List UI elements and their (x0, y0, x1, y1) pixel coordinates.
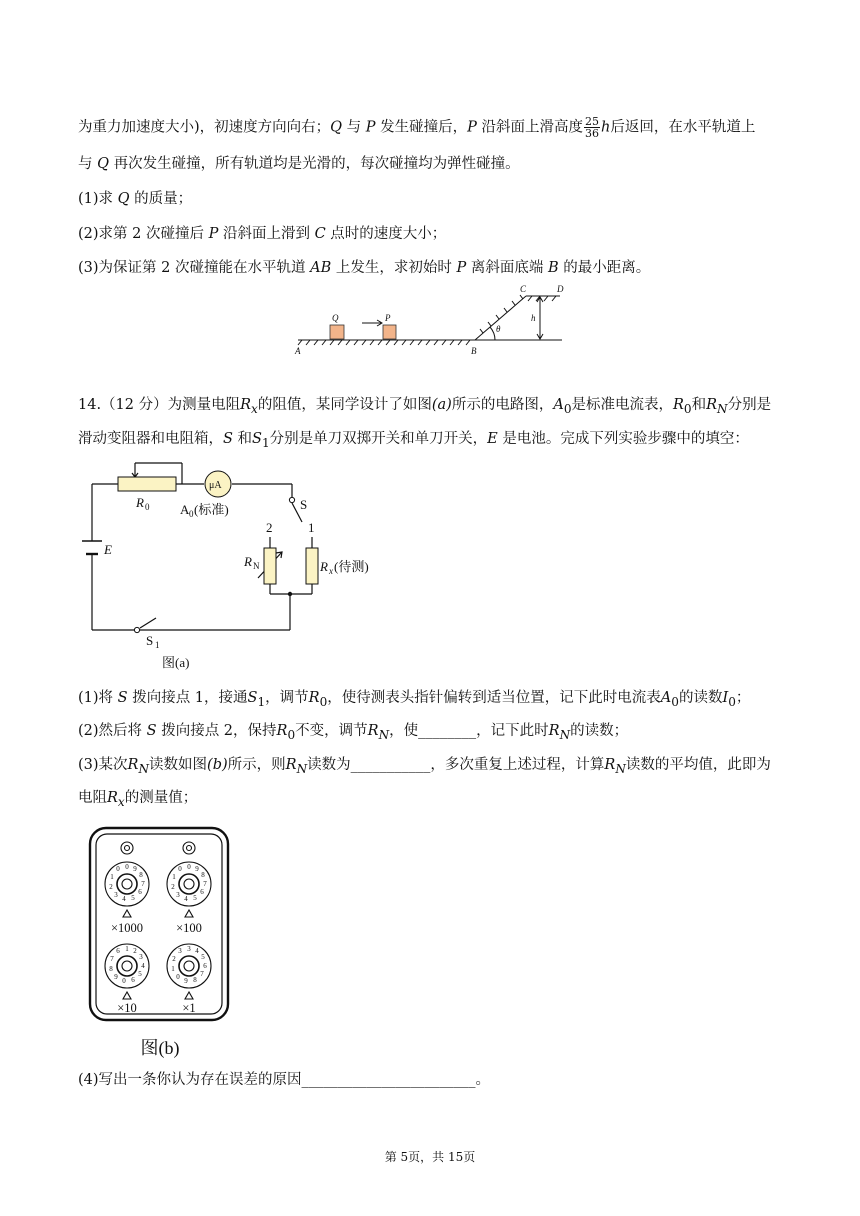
svg-text:4: 4 (184, 895, 188, 903)
var-p: P (456, 260, 467, 276)
text: 拨向接点 1，接通 (127, 690, 248, 706)
svg-text:9: 9 (133, 865, 137, 873)
sub: 1 (257, 694, 266, 709)
sub: N (296, 761, 308, 776)
svg-text:2: 2 (109, 883, 113, 891)
svg-text:4: 4 (141, 962, 145, 970)
sub: x (117, 794, 125, 809)
svg-text:9: 9 (114, 973, 118, 981)
caption-b: 图(b) (140, 1038, 180, 1058)
text: 和 (691, 397, 707, 413)
svg-text:5: 5 (201, 953, 205, 961)
text: ，调节 (265, 690, 309, 706)
label-x1: ×1 (182, 1001, 196, 1015)
fig-ref: (b) (207, 757, 228, 773)
text: 拨向接点 2，保持 (156, 723, 277, 739)
label-n1: 1 (308, 520, 315, 535)
label-rn-sub: N (253, 561, 260, 571)
var-r: R (548, 723, 560, 739)
var-b: B (547, 260, 559, 276)
var-s: S (146, 723, 157, 739)
svg-text:0: 0 (125, 863, 129, 871)
text: ； (735, 690, 751, 706)
label-rx: R (320, 559, 328, 574)
label-s1: S (146, 633, 154, 648)
var-r: R (127, 757, 139, 773)
q13-line-1 (78, 116, 755, 139)
track-figure (290, 282, 580, 360)
svg-text:4: 4 (195, 947, 199, 955)
r0-resistor (118, 477, 176, 491)
text: (4)写出一条你认为存在误差的原因________________________。 (78, 1072, 491, 1088)
q13-line-2 (78, 154, 520, 174)
svg-text:3: 3 (176, 891, 180, 899)
sub: N (615, 761, 626, 776)
label-x100: ×100 (176, 921, 202, 935)
svg-text:6: 6 (116, 947, 120, 955)
sub: N (378, 727, 390, 742)
text: 点时的速度大小； (325, 226, 447, 242)
svg-text:8: 8 (201, 871, 205, 879)
text: 电阻 (78, 790, 107, 806)
text: (2)然后将 (78, 723, 147, 739)
text: 的测量值； (124, 790, 198, 806)
rx-resistor (306, 548, 318, 584)
text: 发生碰撞后， (375, 119, 468, 136)
var-q: Q (117, 191, 130, 207)
text: 分别是单刀双掷开关和单刀开关， (269, 431, 488, 447)
svg-text:0: 0 (176, 973, 180, 981)
q14-line-1 (78, 395, 771, 419)
label-p: P (385, 313, 391, 323)
q14-step-3-cont (78, 788, 197, 812)
text: 读数如图 (149, 757, 208, 773)
var-i: I (722, 690, 729, 706)
text: (2)求第 2 次碰撞后 (78, 226, 209, 242)
svg-text:7: 7 (110, 955, 114, 963)
q13-sub-2 (78, 224, 446, 244)
svg-text:0: 0 (187, 863, 191, 871)
svg-text:2: 2 (172, 955, 176, 963)
q14-step-3 (78, 755, 771, 779)
label-a0: A (180, 502, 190, 517)
label-theta: θ (496, 324, 501, 334)
text: 上发生，求初始时 (331, 260, 457, 276)
switch-s-pivot (289, 497, 294, 502)
text: 不变，调节 (295, 723, 368, 739)
svg-text:8: 8 (109, 965, 113, 973)
label-a: A (295, 346, 301, 356)
svg-text:1: 1 (125, 945, 129, 953)
text: ，使待测表头指针偏转到适当位置，记下此时电流表 (327, 690, 661, 706)
svg-text:5: 5 (131, 894, 135, 902)
q13-sub-3 (78, 258, 650, 278)
rn-box (264, 548, 276, 584)
var-r: R (604, 757, 616, 773)
text: 为重力加速度大小)，初速度方向向右； (78, 119, 331, 136)
svg-text:1: 1 (172, 873, 176, 881)
text: 的最小距离。 (558, 260, 651, 276)
label-r0-sub: 0 (145, 502, 150, 512)
label-r0: R (136, 495, 144, 510)
var-p: P (365, 119, 376, 136)
q14-step-4 (78, 1070, 490, 1090)
text: 14.（12 分）为测量电阻 (78, 397, 241, 413)
var-r: R (285, 757, 297, 773)
incline-line (475, 296, 526, 340)
var-q: Q (97, 156, 109, 172)
svg-text:2: 2 (133, 947, 137, 955)
label-x1000: ×1000 (110, 921, 144, 935)
text: 和 (232, 431, 253, 447)
var-s: S (252, 431, 262, 447)
q13-sub-1 (78, 189, 192, 209)
text: 的质量； (129, 191, 193, 207)
resistance-box-figure (88, 826, 238, 1062)
svg-text:3: 3 (178, 947, 182, 955)
svg-text:6: 6 (138, 888, 142, 896)
var-r: R (276, 723, 288, 739)
switch-s1-blade (140, 618, 156, 628)
sub: N (717, 401, 728, 416)
text: 读数的平均值，此即为 (625, 757, 771, 773)
svg-text:9: 9 (195, 865, 199, 873)
text: (1)将 (78, 690, 118, 706)
svg-text:9: 9 (184, 977, 188, 985)
label-rx-sub: x (329, 566, 333, 576)
sub: 1 (261, 435, 270, 450)
sub: 0 (683, 401, 692, 416)
svg-text:7: 7 (200, 970, 204, 978)
var-p: P (467, 119, 477, 136)
fraction (584, 116, 600, 139)
hatch-ground (298, 340, 470, 345)
label-x10: ×10 (117, 1001, 137, 1015)
var-r: R (367, 723, 379, 739)
switch-s1-pivot (134, 627, 139, 632)
svg-text:7: 7 (141, 880, 145, 888)
var-h: h (601, 119, 611, 136)
label-rx-tag: (待测) (334, 559, 369, 574)
var-ab: AB (310, 260, 332, 276)
text: 的阻值，某同学设计了如图 (257, 397, 432, 413)
svg-text:4: 4 (122, 895, 126, 903)
text: 所示，则 (227, 757, 286, 773)
text: 是标准电流表， (571, 397, 673, 413)
fig-ref: (a) (431, 397, 452, 413)
label-e: E (104, 542, 112, 557)
sub: 0 (728, 694, 736, 709)
var-s: S (223, 431, 233, 447)
var-r: R (107, 790, 118, 806)
var-s: S (117, 690, 128, 706)
svg-text:0: 0 (178, 865, 182, 873)
text: 沿斜面上滑到 (218, 226, 315, 242)
svg-text:1: 1 (110, 873, 114, 881)
text: (3)为保证第 2 次碰撞能在水平轨道 (78, 260, 311, 276)
var-r: R (706, 397, 718, 413)
junction-dot (288, 592, 292, 596)
circuit-figure (80, 456, 400, 674)
text: 沿斜面上滑高度 (476, 119, 584, 136)
var-r: R (308, 690, 320, 706)
block-q (330, 325, 344, 339)
text: 的读数； (570, 723, 629, 739)
svg-text:8: 8 (193, 976, 197, 984)
label-meter: μA (209, 480, 222, 491)
sub: N (559, 727, 571, 742)
sub: 0 (563, 401, 572, 416)
svg-text:1: 1 (171, 965, 175, 973)
text: 后返回，在水平轨道上 (610, 119, 756, 136)
var-q: Q (330, 119, 343, 136)
svg-text:7: 7 (203, 880, 207, 888)
text: 再次发生碰撞，所有轨道均是光滑的，每次碰撞均为弹性碰撞。 (109, 156, 520, 172)
svg-text:3: 3 (139, 953, 143, 961)
text: 所示的电路图， (451, 397, 554, 413)
q14-step-2 (78, 721, 628, 745)
var-r: R (240, 397, 252, 413)
var-a: A (660, 690, 672, 706)
label-b: B (471, 346, 477, 356)
svg-text:6: 6 (203, 962, 207, 970)
sub: 0 (319, 694, 328, 709)
sub: 0 (287, 727, 296, 742)
text: ，使________，记下此时 (389, 723, 549, 739)
var-e: E (487, 431, 498, 447)
block-p (383, 325, 396, 339)
sub: x (251, 401, 258, 416)
svg-text:6: 6 (131, 976, 135, 984)
text: 滑动变阻器和电阻箱， (78, 431, 223, 447)
text: 离斜面底端 (466, 260, 548, 276)
svg-text:6: 6 (200, 888, 204, 896)
svg-text:8: 8 (139, 871, 143, 879)
text: 的读数 (678, 690, 723, 706)
sub: N (138, 761, 150, 776)
svg-text:3: 3 (114, 891, 118, 899)
text: 读数为___________，多次重复上述过程，计算 (307, 757, 605, 773)
svg-text:5: 5 (193, 894, 197, 902)
text: 是电池。完成下列实验步骤中的填空： (497, 431, 749, 447)
label-a0-tag: (标准) (194, 502, 229, 517)
svg-text:5: 5 (138, 970, 142, 978)
label-q: Q (332, 313, 339, 323)
text: 分别是 (727, 397, 772, 413)
label-n2: 2 (266, 520, 273, 535)
svg-text:0: 0 (122, 977, 126, 985)
page-footer: 第 5页，共 15页 (384, 1150, 476, 1164)
theta-arc (490, 327, 495, 340)
var-p: P (208, 226, 219, 242)
var-s: S (247, 690, 258, 706)
svg-text:0: 0 (116, 865, 120, 873)
text: 与 (342, 119, 366, 136)
label-rn: R (244, 554, 252, 569)
q14-line-2 (78, 429, 749, 453)
label-s1-sub: 1 (155, 640, 160, 650)
label-a0-sub: 0 (189, 509, 194, 519)
sub: 0 (671, 694, 679, 709)
hatch-incline (480, 295, 523, 333)
text: (3)某次 (78, 757, 128, 773)
var-r: R (673, 397, 684, 413)
text: 与 (78, 156, 98, 172)
caption-a: 图(a) (162, 655, 190, 670)
text: (1)求 (78, 191, 118, 207)
var-c: C (314, 226, 326, 242)
label-h: h (531, 313, 536, 323)
frac-num: 25 (585, 115, 600, 128)
q14-step-1 (78, 688, 750, 712)
label-d: D (557, 284, 564, 294)
var-a: A (553, 397, 564, 413)
svg-text:2: 2 (171, 883, 175, 891)
label-s: S (300, 497, 308, 512)
frac-den: 36 (585, 127, 600, 140)
label-c: C (520, 284, 527, 294)
svg-text:3: 3 (187, 945, 191, 953)
